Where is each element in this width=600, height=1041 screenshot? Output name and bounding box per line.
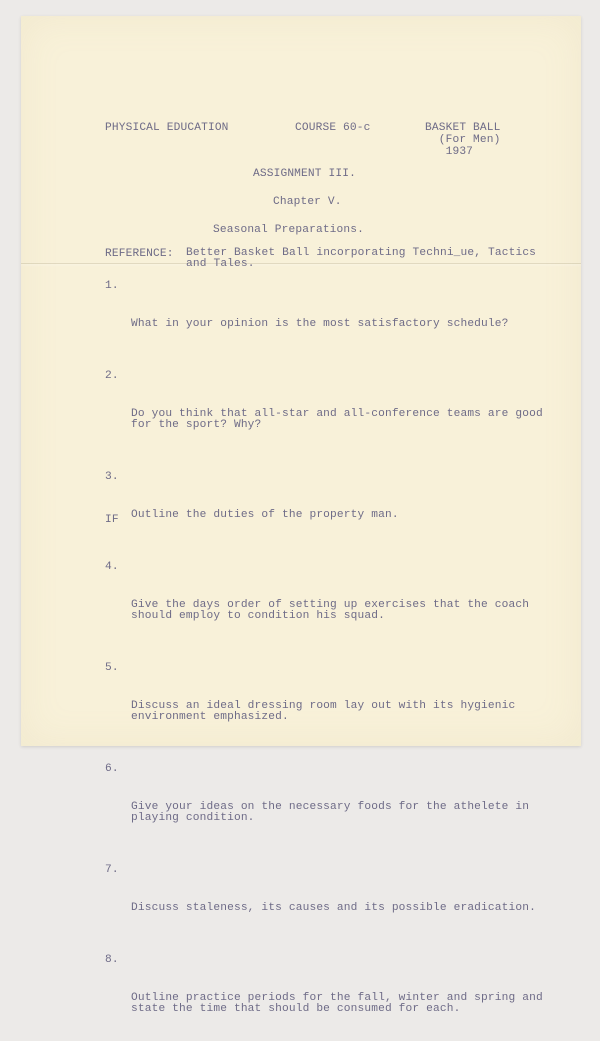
course-title-block bbox=[425, 122, 501, 158]
question-number: 1. bbox=[105, 280, 119, 292]
list-item bbox=[105, 561, 545, 648]
list-item bbox=[105, 763, 545, 850]
list-item bbox=[105, 954, 545, 1041]
chapter-label: Chapter V. bbox=[273, 196, 342, 208]
question-text: What in your opinion is the most satisfactory schedule? bbox=[131, 318, 509, 330]
question-text: Give your ideas on the necessary foods for the athelete in playing condition. bbox=[131, 801, 530, 824]
document-page bbox=[21, 16, 581, 1015]
question-text: Do you think that all-star and all-conference teams are good for the sport? Why? bbox=[131, 408, 543, 431]
list-item bbox=[105, 864, 545, 940]
question-text: Discuss an ideal dressing room lay out with its hygienic environment emphasized. bbox=[131, 700, 516, 723]
reference-label: REFERENCE: bbox=[105, 248, 174, 260]
list-item bbox=[105, 471, 545, 547]
list-item bbox=[105, 280, 545, 356]
course-year: 1937 bbox=[445, 146, 474, 158]
reference-text: Better Basket Ball incorporating Techni_ue, Tactics and Tales. bbox=[186, 247, 537, 270]
list-item bbox=[105, 370, 545, 457]
assignment-title: ASSIGNMENT III. bbox=[253, 168, 356, 180]
question-text: Discuss staleness, its causes and its possible eradication. bbox=[131, 902, 536, 914]
typist-initials: IF bbox=[105, 514, 119, 526]
question-number: 6. bbox=[105, 763, 119, 775]
question-text: Outline practice periods for the fall, winter and spring and state the time that should be consumed for each. bbox=[131, 992, 543, 1015]
course-number: COURSE 60-c bbox=[295, 122, 371, 134]
list-item bbox=[105, 662, 545, 749]
question-number: 8. bbox=[105, 954, 119, 966]
course-title: BASKET BALL bbox=[425, 122, 501, 134]
question-number: 5. bbox=[105, 662, 119, 674]
topic-title: Seasonal Preparations. bbox=[213, 224, 364, 236]
department-heading: PHYSICAL EDUCATION bbox=[105, 122, 229, 134]
question-text: Outline the duties of the property man. bbox=[131, 509, 399, 521]
question-number: 7. bbox=[105, 864, 119, 876]
question-list bbox=[105, 280, 545, 1041]
question-number: 2. bbox=[105, 370, 119, 382]
question-text: Give the days order of setting up exercises that the coach should employ to condition his squad. bbox=[131, 599, 530, 622]
question-number: 3. bbox=[105, 471, 119, 483]
question-number: 4. bbox=[105, 561, 119, 573]
course-audience: (For Men) bbox=[438, 134, 501, 146]
